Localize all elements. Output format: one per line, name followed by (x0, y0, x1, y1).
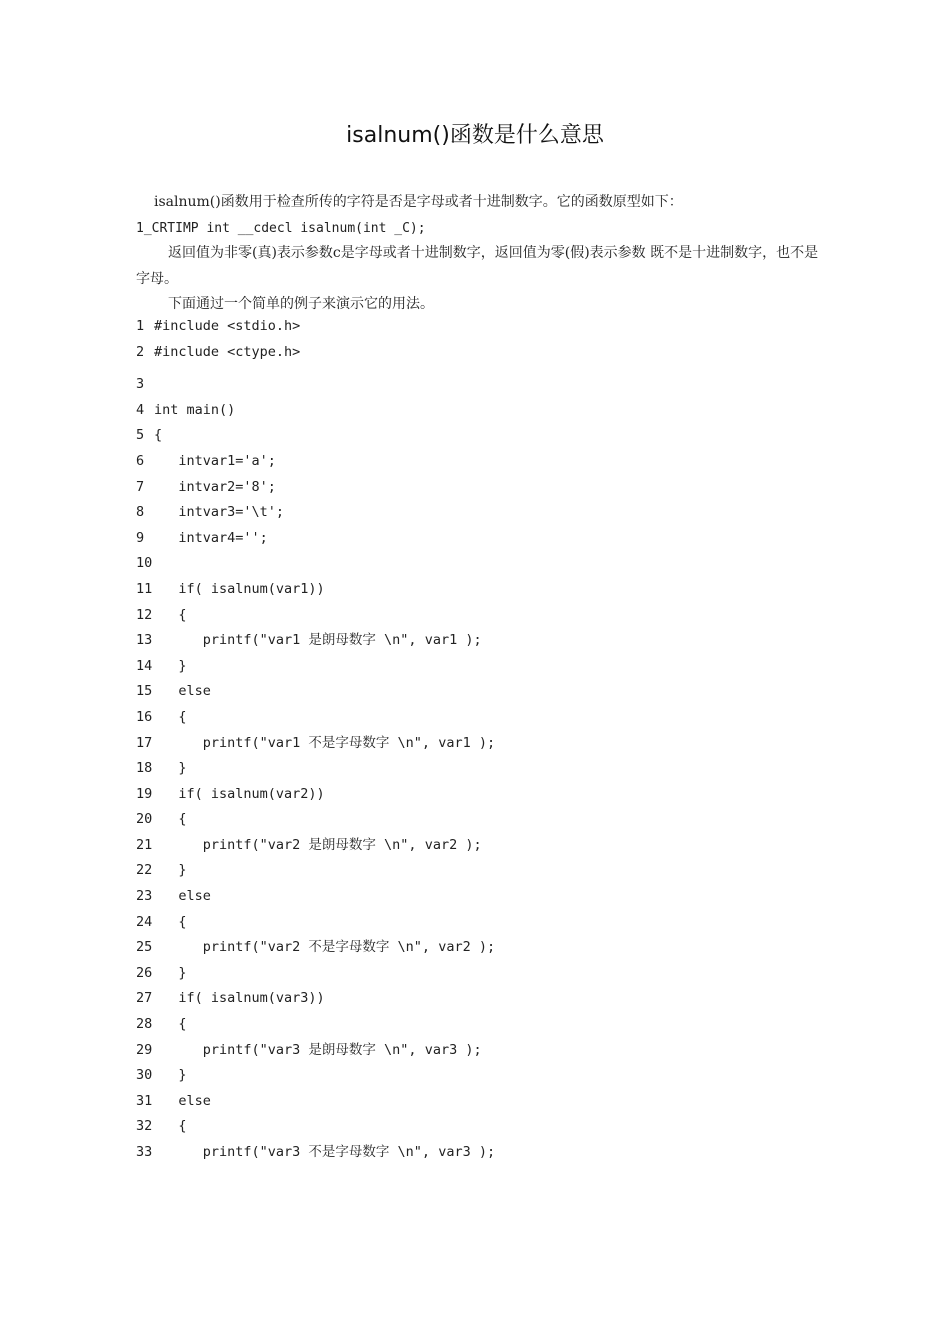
line-number: 31 (136, 1092, 153, 1109)
code-text: if( isalnum(var3)) (154, 990, 325, 1007)
line-number: 28 (136, 1016, 153, 1033)
line-number: 8 (136, 504, 145, 521)
line-number: 11 (136, 580, 153, 597)
code-text: printf("var1 不是字母数字 \n", var1 ); (154, 734, 496, 751)
line-number: 4 (136, 401, 145, 418)
code-text (154, 372, 826, 398)
line-number: 23 (136, 888, 153, 905)
line-number: 33 (136, 1144, 153, 1160)
line-number: 16 (136, 708, 153, 725)
code-line (136, 526, 826, 552)
code-line (136, 577, 826, 603)
line-number: 17 (136, 734, 153, 751)
page-title: isalnum()函数是什么意思 (346, 123, 604, 148)
code-text: intvar4=''; (154, 529, 268, 546)
code-text: intvar2='8'; (154, 478, 276, 495)
code-line (136, 935, 826, 961)
code-line (136, 449, 826, 475)
code-text: intvar1='a'; (154, 452, 276, 469)
code-text: { (154, 1016, 187, 1033)
code-text: if( isalnum(var2)) (154, 785, 325, 802)
code-line (136, 986, 826, 1012)
code-line (136, 1012, 826, 1038)
code-text: int main() (154, 401, 236, 418)
line-number: 14 (136, 657, 153, 674)
code-line (136, 1038, 826, 1064)
code-line (136, 1114, 826, 1140)
code-line (136, 628, 826, 654)
line-number: 9 (136, 529, 145, 546)
line-number: 2 (136, 343, 145, 360)
line-number: 32 (136, 1118, 153, 1135)
code-text: else (154, 888, 211, 905)
line-number: 18 (136, 760, 153, 777)
line-number: 6 (136, 452, 145, 469)
code-text: } (154, 657, 187, 674)
intro-paragraph: isalnum()函数用于检查所传的字符是否是字母或者十进制数字。它的函数原型如下： (154, 194, 683, 210)
code-text: { (154, 708, 187, 725)
code-text (154, 551, 826, 577)
code-text: #include <ctype.h> (154, 343, 301, 360)
code-text: #include <stdio.h> (154, 318, 301, 334)
code-text: printf("var3 是朗母数字 \n", var3 ); (154, 1041, 482, 1058)
code-line (136, 782, 826, 808)
line-number: 21 (136, 836, 153, 853)
code-line (136, 807, 826, 833)
code-text: } (154, 964, 187, 981)
code-text: printf("var3 不是字母数字 \n", var3 ); (154, 1144, 496, 1160)
code-line (136, 372, 826, 398)
line-number: 22 (136, 862, 153, 879)
code-line (136, 858, 826, 884)
code-line (136, 1089, 826, 1115)
line-number: 13 (136, 632, 153, 649)
code-line (136, 833, 826, 859)
code-text: } (154, 862, 187, 879)
example-intro-paragraph: 下面通过一个简单的例子来演示它的用法。 (168, 296, 434, 312)
code-text: intvar3='\t'; (154, 504, 285, 521)
line-number: 19 (136, 785, 153, 802)
code-line (136, 1063, 826, 1089)
function-prototype: 1_CRTIMP int __cdecl isalnum(int _C); (136, 220, 426, 236)
code-text: printf("var1 是朗母数字 \n", var1 ); (154, 632, 482, 649)
line-number: 25 (136, 939, 153, 956)
code-line (136, 705, 826, 731)
line-number: 5 (136, 427, 145, 444)
code-line (136, 679, 826, 705)
line-number: 1 (136, 318, 145, 334)
intro-section (136, 190, 826, 318)
code-text: { (154, 1118, 187, 1135)
code-text: { (154, 811, 187, 828)
code-line (136, 1140, 826, 1166)
code-line (136, 603, 826, 629)
code-line (136, 910, 826, 936)
code-text: else (154, 1092, 211, 1109)
code-line (136, 398, 826, 424)
line-number: 26 (136, 964, 153, 981)
code-line (136, 654, 826, 680)
line-number: 29 (136, 1041, 153, 1058)
line-number: 3 (136, 376, 145, 393)
code-text: } (154, 1067, 187, 1084)
line-number: 24 (136, 913, 153, 930)
line-number: 27 (136, 990, 153, 1007)
code-line (136, 961, 826, 987)
line-number: 20 (136, 811, 153, 828)
code-text: { (154, 427, 163, 444)
code-line (136, 423, 826, 449)
code-line (136, 731, 826, 757)
code-line (136, 756, 826, 782)
code-line (136, 500, 826, 526)
code-text: { (154, 913, 187, 930)
code-line (136, 551, 826, 577)
line-number: 7 (136, 478, 145, 495)
line-number: 12 (136, 606, 153, 623)
code-text: printf("var2 是朗母数字 \n", var2 ); (154, 836, 482, 853)
line-number: 30 (136, 1067, 153, 1084)
code-text: else (154, 683, 211, 700)
code-text: { (154, 606, 187, 623)
code-text: } (154, 760, 187, 777)
line-number: 15 (136, 683, 153, 700)
code-line (136, 884, 826, 910)
code-listing (136, 314, 826, 1166)
return-value-paragraph: 返回值为非零(真)表示参数c是字母或者十进制数字，返回值为零(假)表示参数 既不是十进制数字，也不是字母。 (136, 245, 819, 287)
code-line (136, 314, 826, 340)
code-line (136, 475, 826, 501)
code-text: if( isalnum(var1)) (154, 580, 325, 597)
line-number: 10 (136, 555, 153, 572)
code-line (136, 340, 826, 366)
code-text: printf("var2 不是字母数字 \n", var2 ); (154, 939, 496, 956)
